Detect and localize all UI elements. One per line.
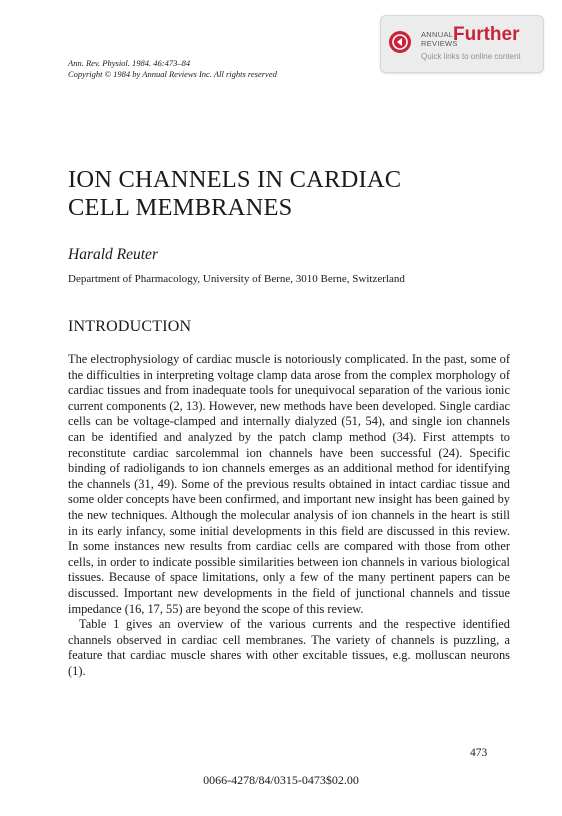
page-number: 473 <box>470 747 488 759</box>
reviews-label: REVIEWS <box>421 39 458 48</box>
section-heading: INTRODUCTION <box>68 318 192 335</box>
annual-reviews-logo-icon <box>389 31 411 53</box>
article-body <box>68 352 510 679</box>
annual-reviews-further-badge[interactable] <box>380 15 544 73</box>
paragraph: The electrophysiology of cardiac muscle is notoriously complicated. In the past, some of the difficulties in interpreting voltage clamp data arose from the complex morphology of cardiac tissues and from inadequate tools for unequivocal separation of the various ionic current components (2, 13). However, new methods have been developed. Single cardiac cells can be voltage-clamped and internally dialyzed (51, 54), and single ion channels can be identified and analyzed by the patch clamp method (34). First attempts to reconstitute cardiac sarcolemmal ion channels have been successful (24). Specific binding of radioligands to ion channels emerges as an additional method for identifying the channels (31, 49). Some of the previous results obtained in intact cardiac tissue and some older concepts have been confirmed, and important new insight has been gained by the new techniques. Although the molecular analysis of ion channels in the heart is still in its early infancy, some initial developments in this field are discussed in this review. In some instances new results from cardiac cells are compared with those from other cells, in order to indicate possible similarities between ion channels in various biological tissues. Because of space limitations, only a few of the many pertinent papers can be discussed. Important new developments in the field of junctional channels and tissue impedance (16, 17, 55) are beyond the scope of this review. <box>68 352 510 616</box>
title-line-2: CELL MEMBRANES <box>68 194 293 221</box>
title-line-1: ION CHANNELS IN CARDIAC <box>68 166 402 193</box>
author-affiliation: Department of Pharmacology, University of Berne, 3010 Berne, Switzerland <box>68 273 405 285</box>
article-title <box>68 166 401 222</box>
annual-label: ANNUAL <box>421 30 454 39</box>
author-name: Harald Reuter <box>68 246 158 263</box>
quick-links-subtitle: Quick links to online content <box>421 52 521 61</box>
journal-citation <box>68 58 277 80</box>
price-code: 0066-4278/84/0315-0473$02.00 <box>203 773 359 787</box>
further-label: Further <box>453 24 520 45</box>
paragraph: Table 1 gives an overview of the various currents and the respective identified channels observed in cardiac cell membranes. The variety of channels is puzzling, a feature that cardiac muscle shares with other excitable tissues, e.g. molluscan neurons (1). <box>68 617 510 678</box>
citation-line: Ann. Rev. Physiol. 1984. 46:473–84 <box>68 58 191 68</box>
copyright-line: Copyright © 1984 by Annual Reviews Inc. All rights reserved <box>68 69 277 79</box>
